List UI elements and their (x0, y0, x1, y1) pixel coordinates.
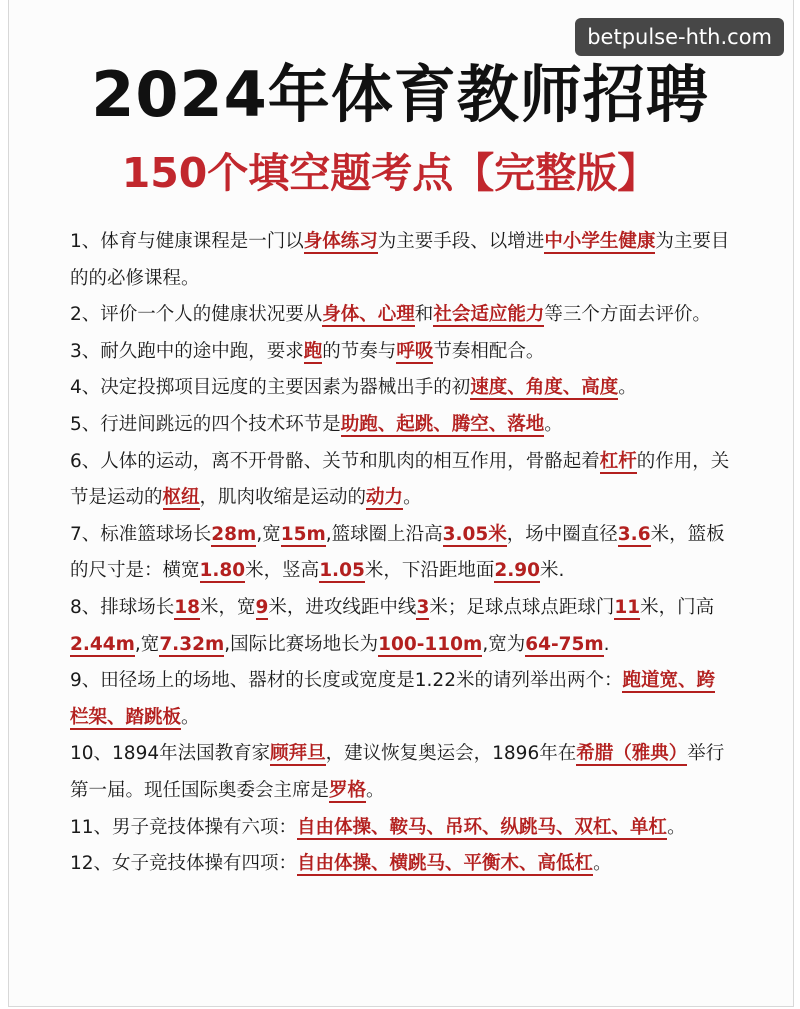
question-text: ,宽 (256, 523, 281, 545)
answer-highlight: 15m (280, 523, 326, 545)
question-text: 举行第一届。现任国际奥委会主席是 (70, 743, 725, 801)
answer-highlight: 3.05米 (442, 523, 507, 545)
question-text: 1、体育与健康课程是一门以 (70, 231, 304, 252)
answer-highlight: 28m (211, 523, 257, 545)
question-text: 为主要目的的必修课程。 (70, 231, 730, 289)
answer-highlight: 枢纽 (162, 487, 200, 509)
question-text: ,宽 (134, 633, 160, 655)
question-text: 12、女子竞技体操有四项： (70, 853, 298, 875)
answer-highlight: 杠杆 (599, 450, 637, 472)
question-text: 米，宽 (200, 596, 256, 618)
answer-highlight: 罗格 (329, 779, 367, 801)
list-item (70, 846, 730, 883)
answer-highlight: 自由体操、横跳马、平衡木、高低杠 (297, 853, 594, 875)
answer-highlight: 7.32m (159, 633, 225, 655)
list-item (70, 663, 730, 736)
list-item (70, 370, 730, 407)
question-text: 节奏相配合。 (433, 340, 545, 362)
answer-highlight: 顾拜旦 (270, 743, 326, 765)
answer-highlight: 身体练习 (303, 231, 378, 252)
question-text: 等三个方面去评价。 (544, 304, 711, 326)
answer-highlight: 身体、心理 (322, 304, 415, 326)
answer-highlight: 希腊（雅典） (576, 743, 688, 765)
answer-highlight: 自由体操、鞍马、吊环、纵跳马、双杠、单杠 (297, 816, 668, 838)
watermark: betpulse-hth.com (575, 18, 784, 56)
question-text: ，肌肉收缩是运动的 (199, 487, 367, 509)
question-text: 10、1894年法国教育家 (70, 743, 271, 765)
answer-highlight: 1.80 (199, 560, 246, 582)
question-text: 米，竖高 (245, 560, 320, 582)
answer-highlight: 呼吸 (396, 340, 434, 362)
question-text: 米，进攻线距中线 (268, 596, 417, 618)
answer-highlight: 3 (416, 596, 430, 618)
question-text: . (603, 633, 610, 655)
answer-highlight: 18 (174, 596, 201, 618)
list-item (70, 224, 730, 297)
question-text: 。 (403, 487, 422, 509)
question-list (70, 224, 730, 883)
question-text: 8、排球场长 (70, 596, 175, 618)
list-item (70, 590, 730, 663)
page-subtitle: 150个填空题考点【完整版】 (121, 149, 659, 197)
list-item (70, 297, 730, 334)
page-title: 2024年体育教师招聘 (91, 58, 709, 131)
list-item (70, 736, 730, 809)
list-item (70, 407, 730, 444)
question-text: 7、标准篮球场长 (70, 523, 212, 545)
list-item (70, 810, 730, 847)
question-text: ,宽为 (482, 633, 526, 655)
list-item (70, 334, 730, 371)
question-text: 11、男子竞技体操有六项： (70, 816, 298, 838)
question-text: ,篮球圈上沿高 (325, 523, 443, 545)
question-text: 3、耐久跑中的途中跑，要求 (70, 340, 304, 362)
question-text: 米，下沿距地面 (364, 560, 495, 582)
question-text: 5、行进间跳远的四个技术环节是 (70, 413, 341, 435)
answer-highlight: 社会适应能力 (433, 304, 545, 326)
answer-highlight: 2.90 (494, 560, 541, 582)
answer-highlight: 3.6 (617, 523, 651, 545)
list-item (70, 444, 730, 517)
answer-highlight: 2.44m (70, 633, 135, 655)
question-text: ,国际比赛场地长为 (224, 633, 379, 655)
question-text: 米，门高 (640, 596, 715, 618)
question-text: 的节奏与 (322, 340, 397, 362)
question-text: 9、田径场上的场地、器材的长度或宽度是1.22米的请列举出两个： (70, 670, 623, 692)
question-text: 。 (181, 706, 200, 728)
answer-highlight: 1.05 (319, 560, 365, 582)
answer-highlight: 动力 (366, 487, 404, 509)
answer-highlight: 100-110m (378, 633, 483, 655)
question-text: 米；足球点球点距球门 (429, 596, 615, 618)
question-text: 的作用，关节是运动的 (70, 450, 730, 509)
answer-highlight: 跑道宽、跨栏架、踏跳板 (70, 670, 715, 728)
question-text: 为主要手段、以增进 (377, 231, 545, 252)
question-text: 2、评价一个人的健康状况要从 (70, 304, 323, 326)
question-text: 4、决定投掷项目远度的主要因素为器械出手的初 (70, 377, 471, 399)
answer-highlight: 跑 (303, 340, 323, 362)
question-text: 。 (593, 853, 612, 875)
question-text: 。 (667, 816, 686, 838)
question-text: 。 (366, 779, 385, 801)
answer-highlight: 11 (614, 596, 641, 618)
question-text: ，建议恢复奥运会，1896年在 (325, 743, 577, 765)
answer-highlight: 9 (255, 596, 269, 618)
answer-highlight: 中小学生健康 (544, 231, 656, 252)
question-text: 6、人体的运动，离不开骨骼、关节和肌肉的相互作用，骨骼起着 (70, 450, 600, 472)
answer-highlight: 速度、角度、高度 (470, 377, 619, 399)
question-text: 米，篮板的尺寸是：横宽 (70, 523, 725, 582)
answer-highlight: 助跑、起跳、腾空、落地 (340, 413, 545, 435)
question-text: 和 (414, 304, 434, 326)
question-text: 。 (618, 377, 637, 399)
answer-highlight: 64-75m (525, 633, 604, 655)
question-text: 。 (544, 413, 563, 435)
list-item (70, 517, 730, 590)
question-text: ，场中圈直径 (506, 523, 618, 545)
question-text: 米. (540, 560, 565, 582)
